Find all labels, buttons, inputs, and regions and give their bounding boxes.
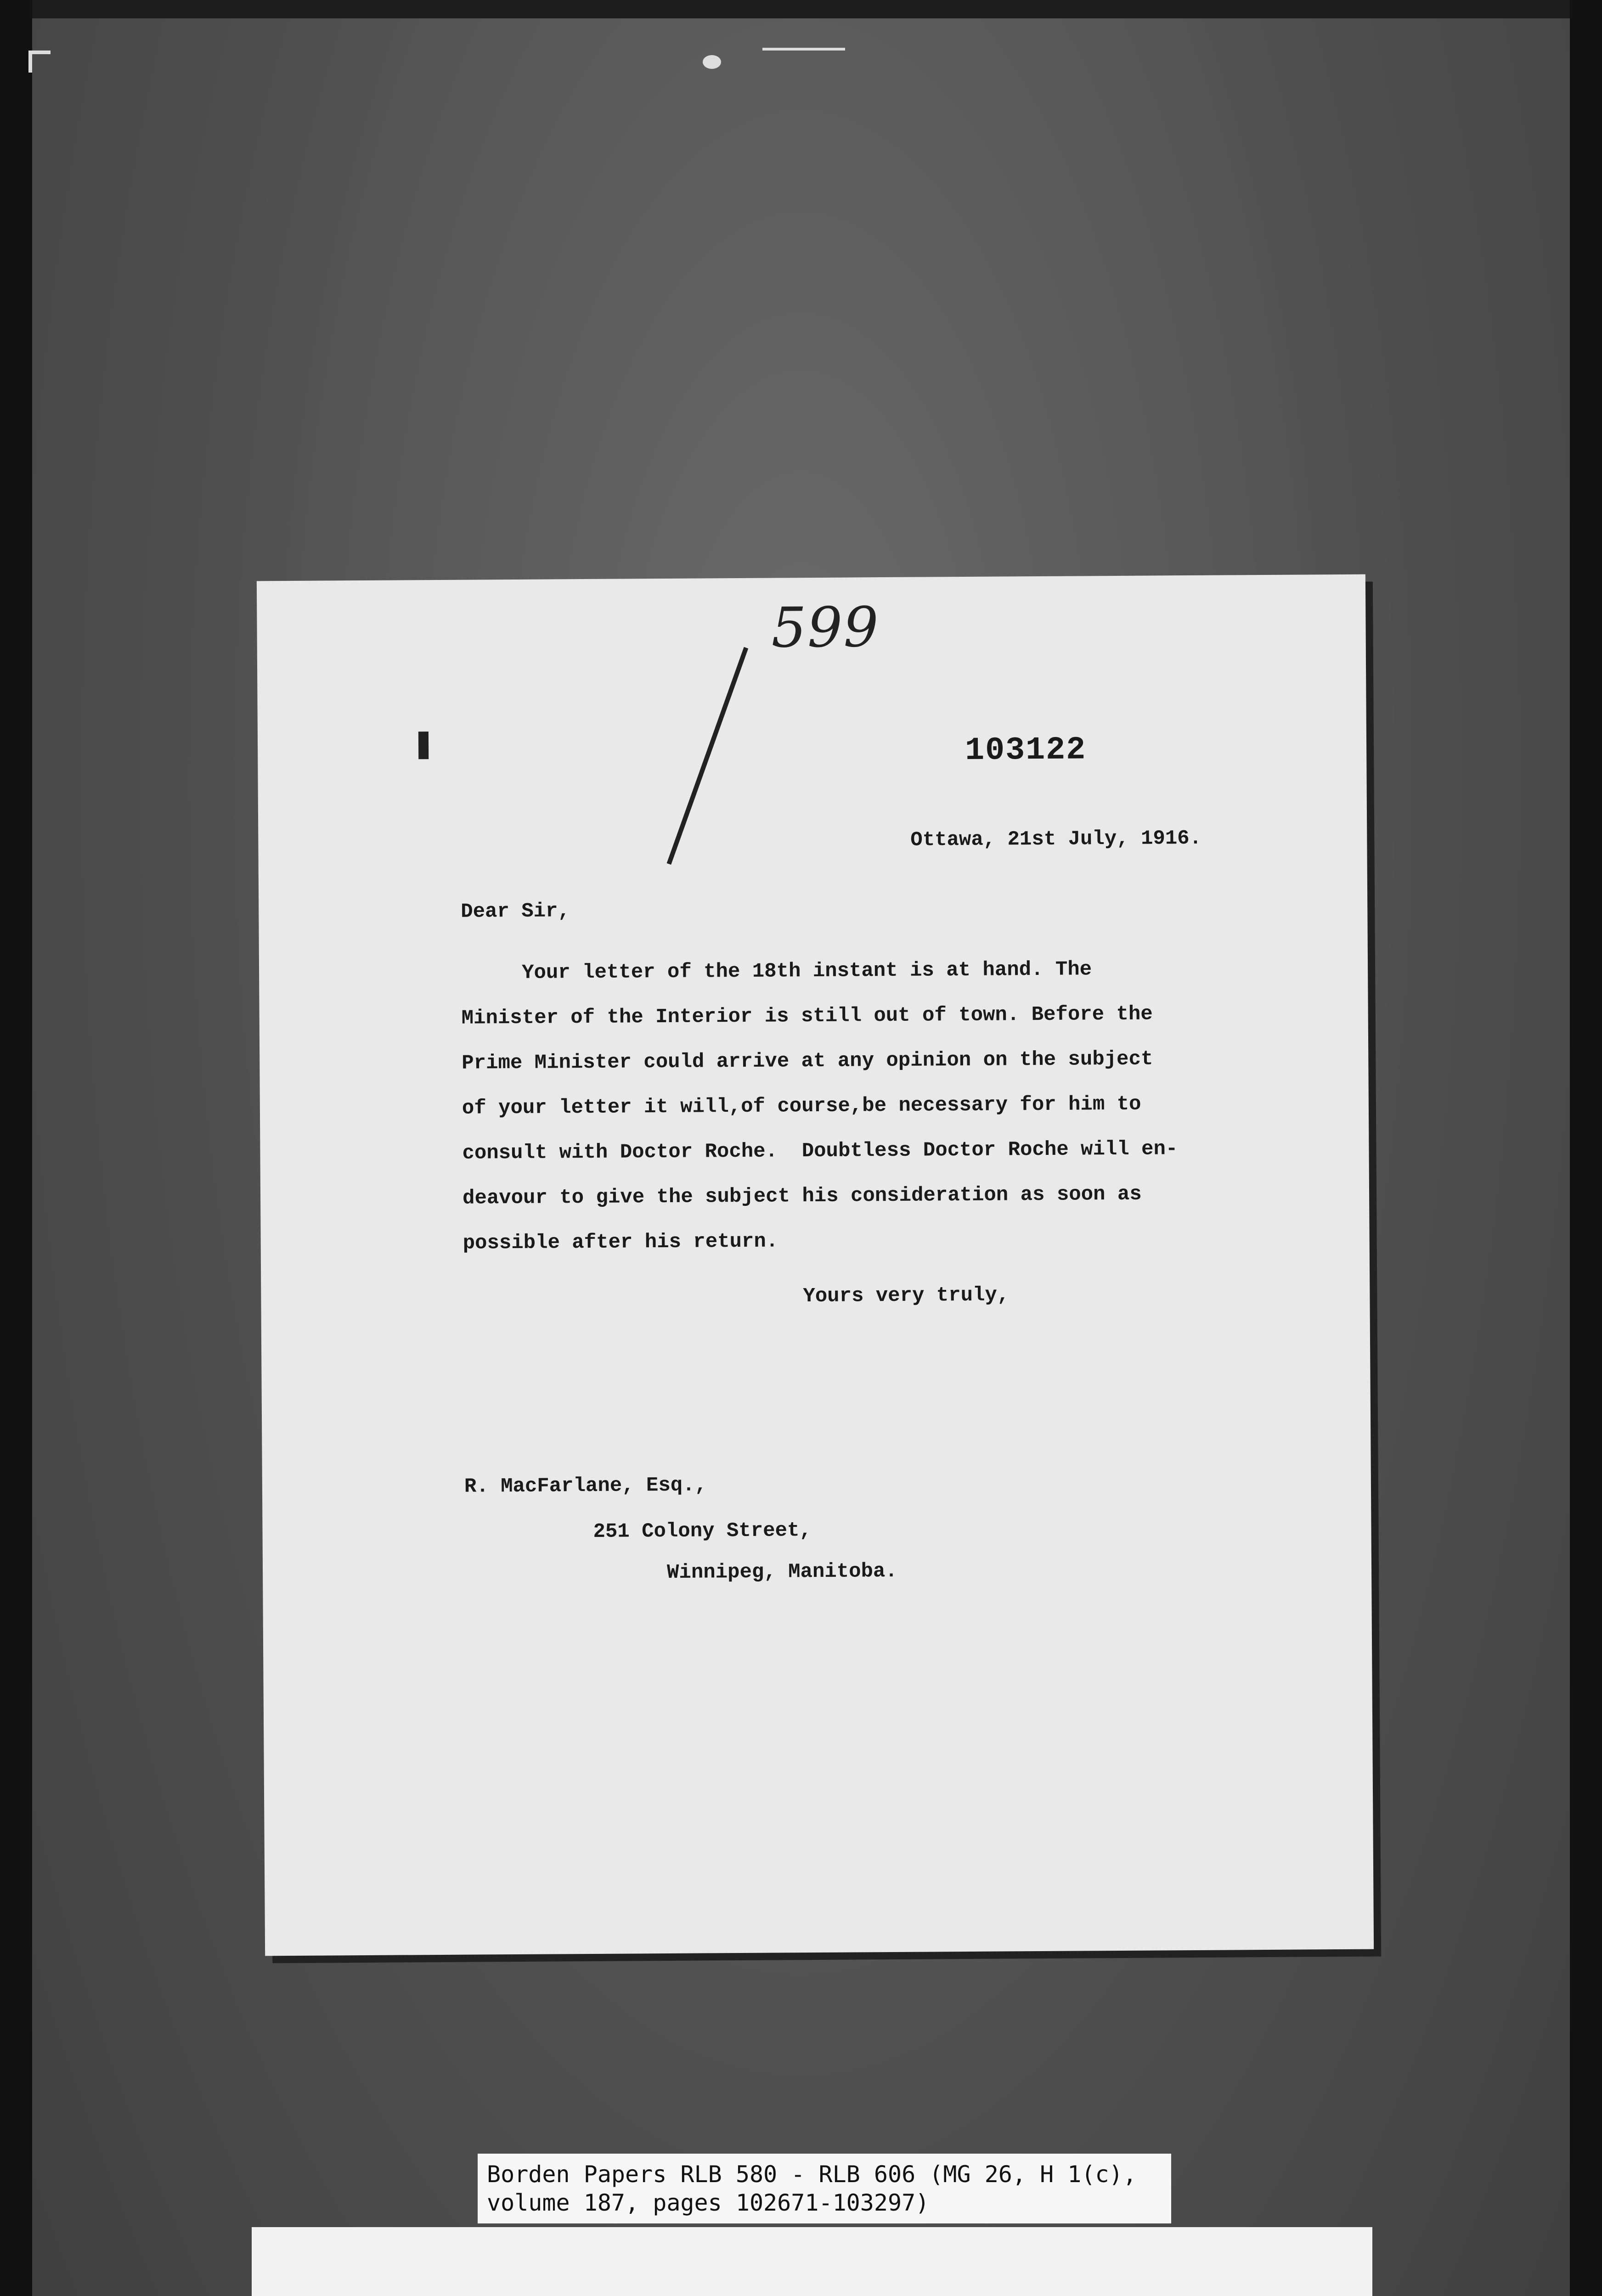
salutation: Dear Sir, [461, 900, 570, 923]
archives-card [252, 2227, 1372, 2296]
dateline: Ottawa, 21st July, 1916. [910, 827, 1202, 852]
document-number: 103122 [965, 732, 1087, 769]
body-line: consult with Doctor Roche. Doubtless Doctor Roche will en- [462, 1137, 1178, 1165]
body-line: possible after his return. [463, 1230, 778, 1255]
handwritten-folio-number: 599 [771, 596, 880, 660]
pen-stroke [667, 647, 749, 865]
body-line: Your letter of the 18th instant is at hand. The [461, 958, 1092, 985]
letter-page [257, 574, 1374, 1956]
film-top-strip [0, 0, 1602, 18]
body-line: deavour to give the subject his consideration as soon as [462, 1182, 1142, 1210]
margin-tab [418, 732, 429, 759]
film-blemish [703, 55, 721, 69]
film-edge-left [0, 0, 32, 2296]
recipient-city: Winnipeg, Manitoba. [666, 1559, 897, 1584]
collection-reference-label [478, 2154, 1171, 2223]
film-edge-right [1570, 0, 1602, 2296]
body-line: of your letter it will,of course,be necessary for him to [462, 1092, 1141, 1120]
reference-line-2: volume 187, pages 102671-103297) [487, 2189, 930, 2216]
body-line: Minister of the Interior is still out of town. Before the [461, 1002, 1153, 1030]
corner-registration-mark [28, 51, 51, 73]
closing: Yours very truly, [803, 1283, 1010, 1308]
film-scratch [762, 48, 845, 51]
recipient-name: R. MacFarlane, Esq., [464, 1474, 707, 1498]
body-line: Prime Minister could arrive at any opinion on the subject [462, 1047, 1153, 1075]
recipient-street: 251 Colony Street, [593, 1519, 812, 1543]
reference-line-1: Borden Papers RLB 580 - RLB 606 (MG 26, H 1(c), [487, 2161, 1137, 2188]
